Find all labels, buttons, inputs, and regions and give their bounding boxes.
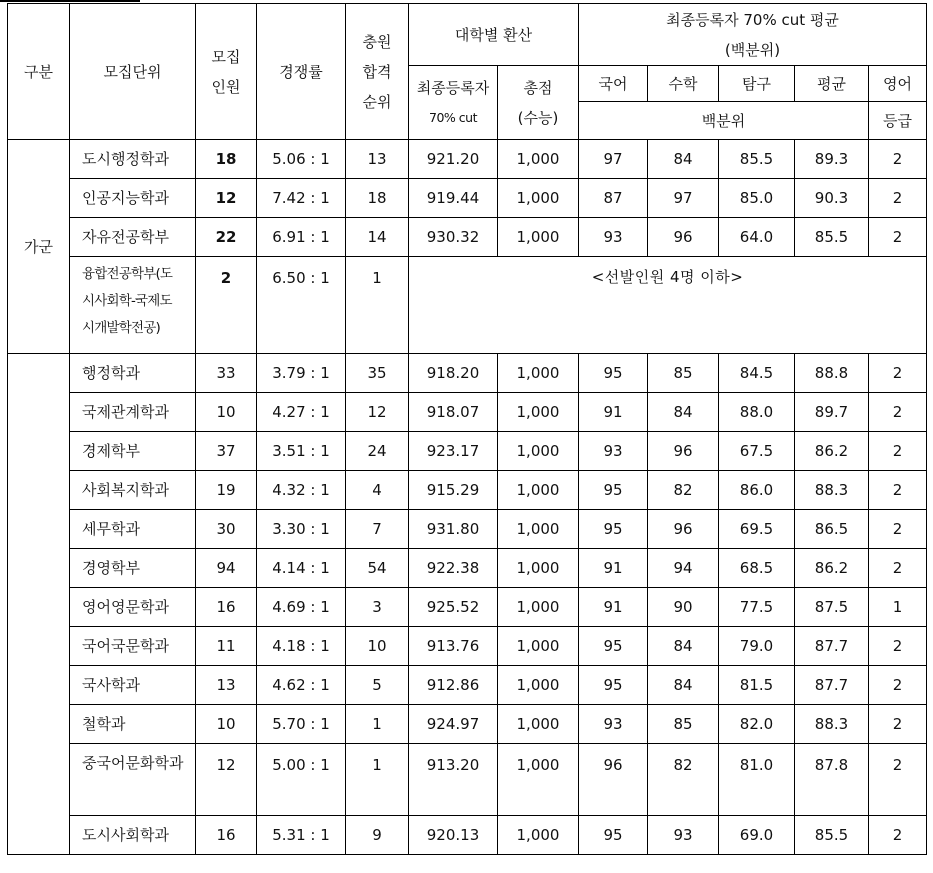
competition-cell: 5.70 : 1 [257,705,346,744]
unit-name: 도시사회학과 [70,816,196,855]
total-cell: 1,000 [498,666,579,705]
cut-cell: 921.20 [409,140,498,179]
math-cell: 84 [648,666,719,705]
quota-cell: 16 [196,816,257,855]
math-cell: 94 [648,549,719,588]
inquiry-cell: 84.5 [719,354,795,393]
rank-cell: 13 [346,140,409,179]
quota-cell: 37 [196,432,257,471]
table-row [8,627,927,666]
inquiry-cell: 69.5 [719,510,795,549]
korean-cell: 95 [579,816,648,855]
header-final-70-line2: 70% cut [429,109,477,125]
quota-cell: 19 [196,471,257,510]
total-cell: 1,000 [498,510,579,549]
math-cell: 90 [648,588,719,627]
total-cell: 1,000 [498,627,579,666]
table-row [8,354,927,393]
cut-cell: 923.17 [409,432,498,471]
quota-cell: 30 [196,510,257,549]
math-cell: 84 [648,393,719,432]
rank-cell: 1 [346,744,409,816]
english-cell: 2 [869,354,927,393]
competition-cell: 3.51 : 1 [257,432,346,471]
header-quota-line1: 모집 [211,47,241,66]
average-cell: 87.7 [795,666,869,705]
korean-cell: 91 [579,549,648,588]
header-final-70-line1: 최종등록자 [416,78,490,97]
average-cell: 86.2 [795,549,869,588]
average-cell: 87.8 [795,744,869,816]
header-row-1 [8,4,927,66]
english-cell: 2 [869,471,927,510]
korean-cell: 96 [579,744,648,816]
english-cell: 2 [869,666,927,705]
average-cell: 86.2 [795,432,869,471]
english-cell: 2 [869,179,927,218]
cut-cell: 915.29 [409,471,498,510]
competition-cell: 5.31 : 1 [257,816,346,855]
total-cell: 1,000 [498,354,579,393]
table-row [8,744,927,816]
quota-cell: 18 [196,140,257,179]
table-row-fusion [8,257,927,354]
unit-name: 철학과 [70,705,196,744]
korean-cell: 95 [579,354,648,393]
unit-name: 영어영문학과 [70,588,196,627]
header-quota [196,4,257,140]
cut-cell: 918.20 [409,354,498,393]
quota-cell: 10 [196,393,257,432]
english-cell: 2 [869,432,927,471]
header-grade: 등급 [869,102,927,140]
average-cell: 88.8 [795,354,869,393]
inquiry-cell: 88.0 [719,393,795,432]
total-cell: 1,000 [498,218,579,257]
competition-cell: 3.30 : 1 [257,510,346,549]
total-cell: 1,000 [498,179,579,218]
rank-cell: 35 [346,354,409,393]
rank-cell: 1 [346,257,409,354]
average-cell: 86.5 [795,510,869,549]
competition-cell: 4.18 : 1 [257,627,346,666]
average-cell: 87.7 [795,627,869,666]
total-cell: 1,000 [498,744,579,816]
header-total [498,66,579,140]
quota-cell: 22 [196,218,257,257]
table-row [8,140,927,179]
rank-cell: 14 [346,218,409,257]
total-cell: 1,000 [498,588,579,627]
english-cell: 2 [869,140,927,179]
english-cell: 2 [869,705,927,744]
math-cell: 96 [648,432,719,471]
inquiry-cell: 85.5 [719,140,795,179]
rank-cell: 4 [346,471,409,510]
math-cell: 85 [648,705,719,744]
unit-name-fusion-line3: 시개발학전공) [82,320,160,336]
total-cell: 1,000 [498,549,579,588]
korean-cell: 93 [579,432,648,471]
rank-cell: 54 [346,549,409,588]
rank-cell: 24 [346,432,409,471]
unit-name: 국어국문학과 [70,627,196,666]
header-final-cut-line2: (백분위) [724,40,781,59]
table-row [8,179,927,218]
english-cell: 2 [869,510,927,549]
korean-cell: 93 [579,218,648,257]
inquiry-cell: 86.0 [719,471,795,510]
math-cell: 84 [648,140,719,179]
header-average: 평균 [795,66,869,102]
math-cell: 96 [648,510,719,549]
inquiry-cell: 64.0 [719,218,795,257]
header-rank-line2: 합격 [362,62,392,81]
header-percentile: 백분위 [579,102,869,140]
cut-cell: 913.20 [409,744,498,816]
total-cell: 1,000 [498,471,579,510]
header-univ-conv: 대학별 환산 [409,4,579,66]
quota-cell: 94 [196,549,257,588]
table-row [8,393,927,432]
korean-cell: 97 [579,140,648,179]
inquiry-cell: 67.5 [719,432,795,471]
inquiry-cell: 82.0 [719,705,795,744]
header-english: 영어 [869,66,927,102]
inquiry-cell: 77.5 [719,588,795,627]
header-final-cut-line1: 최종등록자 70% cut 평균 [666,10,839,29]
competition-cell: 4.14 : 1 [257,549,346,588]
english-cell: 2 [869,627,927,666]
header-quota-line2: 인원 [211,77,241,96]
group-label-ga: 가군 [8,140,70,354]
competition-cell: 6.91 : 1 [257,218,346,257]
korean-cell: 95 [579,666,648,705]
inquiry-cell: 81.5 [719,666,795,705]
header-korean: 국어 [579,66,648,102]
inquiry-cell: 85.0 [719,179,795,218]
math-cell: 82 [648,471,719,510]
unit-name: 행정학과 [70,354,196,393]
table-row [8,432,927,471]
math-cell: 82 [648,744,719,816]
header-unit: 모집단위 [70,4,196,140]
rank-cell: 7 [346,510,409,549]
competition-cell: 4.32 : 1 [257,471,346,510]
inquiry-cell: 68.5 [719,549,795,588]
rank-cell: 5 [346,666,409,705]
quota-cell: 12 [196,179,257,218]
korean-cell: 91 [579,393,648,432]
total-cell: 1,000 [498,705,579,744]
average-cell: 90.3 [795,179,869,218]
math-cell: 93 [648,816,719,855]
unit-name: 국사학과 [70,666,196,705]
math-cell: 97 [648,179,719,218]
table-row [8,549,927,588]
small-quota-notice: <선발인원 4명 이하> [409,257,927,354]
cut-cell: 918.07 [409,393,498,432]
table-row [8,666,927,705]
header-gubun: 구분 [8,4,70,140]
cut-cell: 920.13 [409,816,498,855]
cut-cell: 922.38 [409,549,498,588]
average-cell: 88.3 [795,705,869,744]
header-rank [346,4,409,140]
unit-name: 사회복지학과 [70,471,196,510]
quota-cell: 2 [196,257,257,354]
header-rank-line3: 순위 [362,92,392,111]
table-row [8,471,927,510]
rank-cell: 18 [346,179,409,218]
table-row [8,588,927,627]
english-cell: 2 [869,816,927,855]
header-final-70 [409,66,498,140]
table-row [8,816,927,855]
quota-cell: 10 [196,705,257,744]
korean-cell: 91 [579,588,648,627]
average-cell: 85.5 [795,218,869,257]
table-row [8,705,927,744]
header-math: 수학 [648,66,719,102]
header-total-line1: 총점 [523,78,553,97]
average-cell: 85.5 [795,816,869,855]
english-cell: 2 [869,549,927,588]
english-cell: 2 [869,744,927,816]
math-cell: 96 [648,218,719,257]
quota-cell: 33 [196,354,257,393]
header-competition: 경쟁률 [257,4,346,140]
competition-cell: 4.62 : 1 [257,666,346,705]
rank-cell: 10 [346,627,409,666]
average-cell: 89.3 [795,140,869,179]
quota-cell: 12 [196,744,257,816]
rank-cell: 9 [346,816,409,855]
unit-name: 경영학부 [70,549,196,588]
competition-cell: 4.69 : 1 [257,588,346,627]
average-cell: 87.5 [795,588,869,627]
rank-cell: 1 [346,705,409,744]
english-cell: 2 [869,393,927,432]
total-cell: 1,000 [498,432,579,471]
total-cell: 1,000 [498,393,579,432]
unit-name-fusion [70,257,196,354]
korean-cell: 95 [579,510,648,549]
cut-cell: 913.76 [409,627,498,666]
unit-name: 도시행정학과 [70,140,196,179]
admission-results-table [7,3,927,855]
competition-cell: 5.06 : 1 [257,140,346,179]
inquiry-cell: 81.0 [719,744,795,816]
competition-cell: 7.42 : 1 [257,179,346,218]
unit-name: 국제관계학과 [70,393,196,432]
rank-cell: 3 [346,588,409,627]
table-row [8,218,927,257]
korean-cell: 87 [579,179,648,218]
average-cell: 89.7 [795,393,869,432]
rank-cell: 12 [346,393,409,432]
header-final-cut-title [579,4,927,66]
quota-cell: 13 [196,666,257,705]
competition-cell: 4.27 : 1 [257,393,346,432]
header-total-line2: (수능) [517,108,559,127]
inquiry-cell: 69.0 [719,816,795,855]
english-cell: 2 [869,218,927,257]
total-cell: 1,000 [498,140,579,179]
group-label-other [8,354,70,855]
unit-name-fusion-line2: 시사회학-국제도 [82,293,172,309]
unit-name-fusion-line1: 융합전공학부(도 [82,266,173,282]
unit-name: 세무학과 [70,510,196,549]
unit-name: 인공지능학과 [70,179,196,218]
math-cell: 85 [648,354,719,393]
cut-cell: 924.97 [409,705,498,744]
total-cell: 1,000 [498,816,579,855]
cut-cell: 919.44 [409,179,498,218]
competition-cell: 3.79 : 1 [257,354,346,393]
cut-cell: 925.52 [409,588,498,627]
header-rank-line1: 충원 [362,32,392,51]
quota-cell: 16 [196,588,257,627]
korean-cell: 95 [579,627,648,666]
unit-name: 중국어문화학과 [70,744,196,816]
cut-cell: 931.80 [409,510,498,549]
average-cell: 88.3 [795,471,869,510]
unit-name: 자유전공학부 [70,218,196,257]
cut-cell: 930.32 [409,218,498,257]
unit-name: 경제학부 [70,432,196,471]
cut-cell: 912.86 [409,666,498,705]
korean-cell: 95 [579,471,648,510]
table-row [8,510,927,549]
inquiry-cell: 79.0 [719,627,795,666]
math-cell: 84 [648,627,719,666]
competition-cell: 6.50 : 1 [257,257,346,354]
competition-cell: 5.00 : 1 [257,744,346,816]
english-cell: 1 [869,588,927,627]
header-inquiry: 탐구 [719,66,795,102]
quota-cell: 11 [196,627,257,666]
korean-cell: 93 [579,705,648,744]
